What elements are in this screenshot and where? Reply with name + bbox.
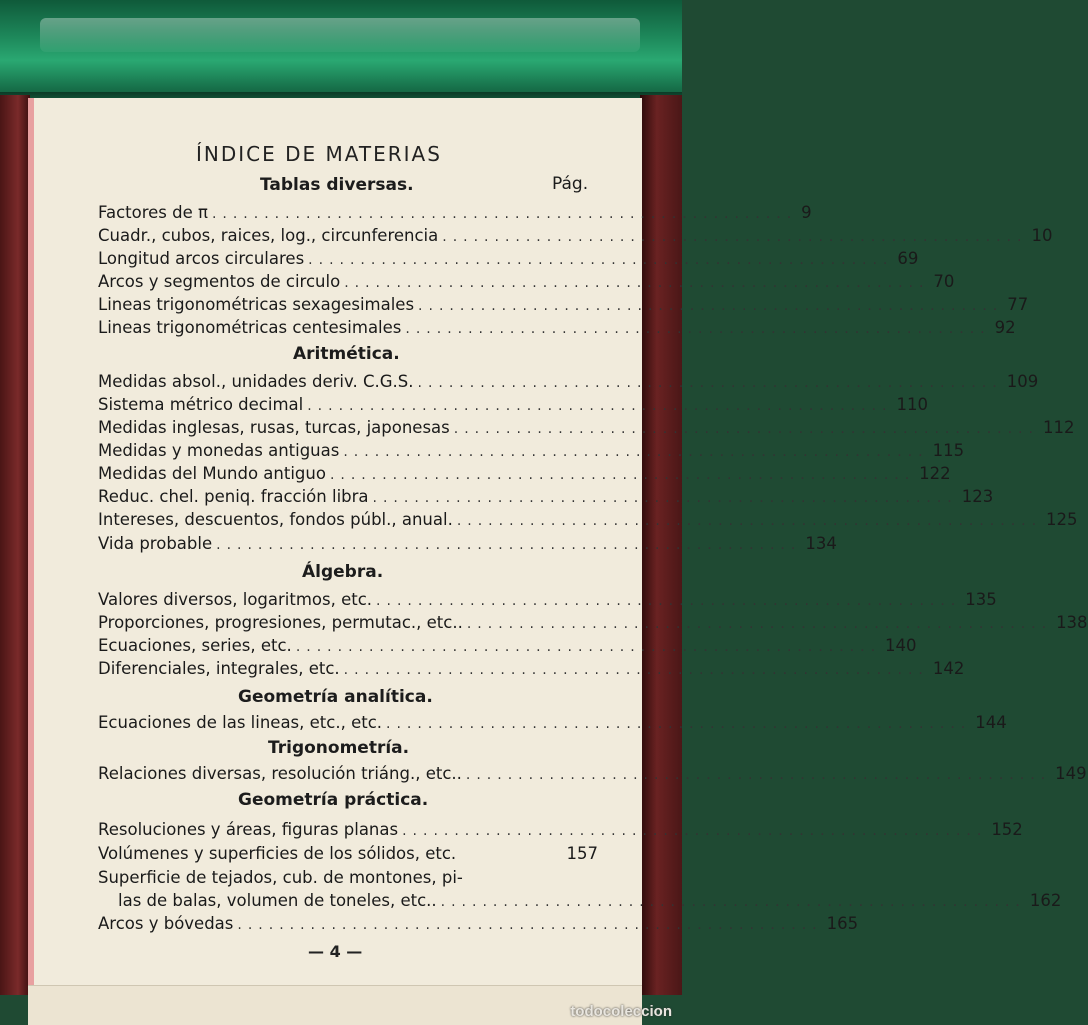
leader-dots: ........................................................	[466, 616, 1053, 632]
index-entry	[98, 914, 859, 938]
leader-dots: ........................................................	[453, 421, 1039, 437]
entry-page: 134	[805, 534, 837, 553]
index-entry	[98, 203, 812, 227]
index-entry	[98, 820, 1023, 844]
page-column-header: Pág.	[552, 174, 589, 194]
index-entry	[98, 613, 1088, 637]
section-geometria-practica: Geometría práctica.	[238, 790, 429, 810]
entry-text: Proporciones, progresiones, permutac., etc..	[98, 613, 463, 632]
entry-page: 157	[566, 844, 598, 863]
index-entry	[98, 249, 919, 273]
leader-dots: ........................................................	[343, 662, 929, 678]
entry-text: Longitud arcos circulares	[98, 249, 305, 268]
entry-page: 109	[1006, 372, 1039, 391]
entry-text: Resoluciones y áreas, figuras planas	[98, 820, 399, 839]
entry-text: Cuadr., cubos, raices, log., circunferencia	[98, 226, 439, 245]
entry-text: Medidas y monedas antiguas	[98, 441, 340, 460]
leader-dots: ........................................................	[442, 229, 1028, 245]
leader-dots: ........................................................	[211, 206, 798, 222]
section-algebra: Álgebra.	[302, 562, 384, 582]
page-number: — 4 —	[308, 942, 363, 961]
index-title: ÍNDICE DE MATERIAS	[196, 142, 442, 166]
entry-page: 162	[1029, 891, 1062, 910]
entry-text-continued: Superficie de tejados, cub. de montones, pi-	[98, 868, 463, 887]
entry-text: Lineas trigonométricas sexagesimales	[98, 295, 415, 314]
entry-page: 165	[826, 914, 859, 933]
index-entry	[98, 441, 965, 465]
entry-text: Arcos y segmentos de circulo	[98, 272, 341, 291]
leader-dots: ........................................................	[465, 767, 1052, 783]
leader-dots: ........................................................	[307, 398, 893, 414]
leader-dots: ........................................................	[440, 894, 1026, 910]
entry-page: 77	[1007, 295, 1029, 314]
leader-dots: ........................................................	[386, 716, 972, 732]
leader-dots: ........................................................	[372, 490, 958, 506]
leader-dots: ........................................................	[376, 593, 962, 609]
index-entry	[98, 226, 1053, 250]
entry-page: 122	[919, 464, 951, 483]
entry-text: Medidas del Mundo antiguo	[98, 464, 326, 483]
index-entry	[98, 372, 1039, 396]
entry-page: 142	[932, 659, 965, 678]
leader-dots: ........................................................	[402, 823, 988, 839]
entry-text: Valores diversos, logaritmos, etc.	[98, 590, 373, 609]
index-entry	[98, 510, 1078, 534]
section-tablas: Tablas diversas.	[260, 175, 414, 195]
index-entry	[98, 295, 1029, 319]
index-entry	[98, 534, 837, 558]
index-entry	[98, 395, 928, 419]
book-cover-left	[0, 95, 30, 995]
entry-page: 9	[801, 203, 812, 222]
leader-dots: ........................................................	[456, 513, 1043, 529]
entry-text: Relaciones diversas, resolución triáng., etc..	[98, 764, 462, 783]
index-entry	[98, 418, 1075, 442]
leader-dots: ........................................................	[344, 275, 930, 291]
leader-dots: ........................................................	[405, 321, 991, 337]
index-entry	[98, 487, 994, 511]
index-entry	[98, 590, 997, 614]
entry-text: las de balas, volumen de toneles, etc..	[118, 891, 437, 910]
entry-text: Lineas trigonométricas centesimales	[98, 318, 402, 337]
leader-dots: ........................................................	[343, 444, 929, 460]
section-aritmetica: Aritmética.	[293, 344, 400, 364]
index-entry	[98, 318, 1016, 342]
leader-dots: ........................................................	[417, 375, 1003, 391]
entry-page: 138	[1056, 613, 1088, 632]
index-entry	[98, 844, 598, 868]
index-entry	[98, 464, 951, 488]
entry-page: 115	[932, 441, 965, 460]
index-entry	[98, 713, 1007, 737]
entry-page: 125	[1046, 510, 1078, 529]
entry-page: 70	[933, 272, 955, 291]
leader-dots: ........................................................	[329, 467, 916, 483]
entry-page: 110	[896, 395, 928, 414]
leader-dots: ........................................................	[308, 252, 894, 268]
index-entry	[98, 659, 965, 683]
next-page-edge	[28, 985, 642, 1025]
entry-text: Reduc. chel. peniq. fracción libra	[98, 487, 369, 506]
index-entry	[98, 272, 955, 296]
green-plastic-clip	[0, 0, 682, 110]
entry-page: 140	[885, 636, 917, 655]
entry-text: Diferenciales, integrales, etc.	[98, 659, 340, 678]
watermark-logo: todocoleccion	[570, 1003, 672, 1020]
section-trigonometria: Trigonometría.	[268, 738, 410, 758]
entry-page: 135	[965, 590, 997, 609]
entry-text: Medidas absol., unidades deriv. C.G.S.	[98, 372, 414, 391]
clip-highlight	[40, 18, 640, 52]
entry-page: 112	[1042, 418, 1075, 437]
entry-page: 144	[975, 713, 1007, 732]
entry-page: 152	[991, 820, 1023, 839]
entry-text: Volúmenes y superficies de los sólidos, etc.	[98, 844, 457, 863]
entry-page: 10	[1031, 226, 1053, 245]
entry-page: 149	[1055, 764, 1087, 783]
entry-page: 92	[994, 318, 1016, 337]
entry-text: Factores de π	[98, 203, 208, 222]
entry-text: Intereses, descuentos, fondos públ., anual.	[98, 510, 453, 529]
leader-dots: ........................................................	[237, 917, 823, 933]
entry-text: Arcos y bóvedas	[98, 914, 234, 933]
leader-dots: ........................................................	[418, 298, 1004, 314]
entry-page: 69	[897, 249, 919, 268]
index-entry	[118, 891, 1062, 915]
entry-page: 123	[961, 487, 994, 506]
entry-text: Sistema métrico decimal	[98, 395, 304, 414]
entry-text: Vida probable	[98, 534, 213, 553]
leader-dots: ........................................................	[216, 537, 802, 553]
entry-text: Ecuaciones de las lineas, etc., etc.	[98, 713, 383, 732]
section-geometria-analitica: Geometría analítica.	[238, 687, 433, 707]
entry-text: Medidas inglesas, rusas, turcas, japonesas	[98, 418, 450, 437]
entry-text: Ecuaciones, series, etc.	[98, 636, 292, 655]
index-entry	[98, 636, 917, 660]
index-entry	[98, 764, 1087, 788]
leader-dots: ........................................................	[295, 639, 882, 655]
